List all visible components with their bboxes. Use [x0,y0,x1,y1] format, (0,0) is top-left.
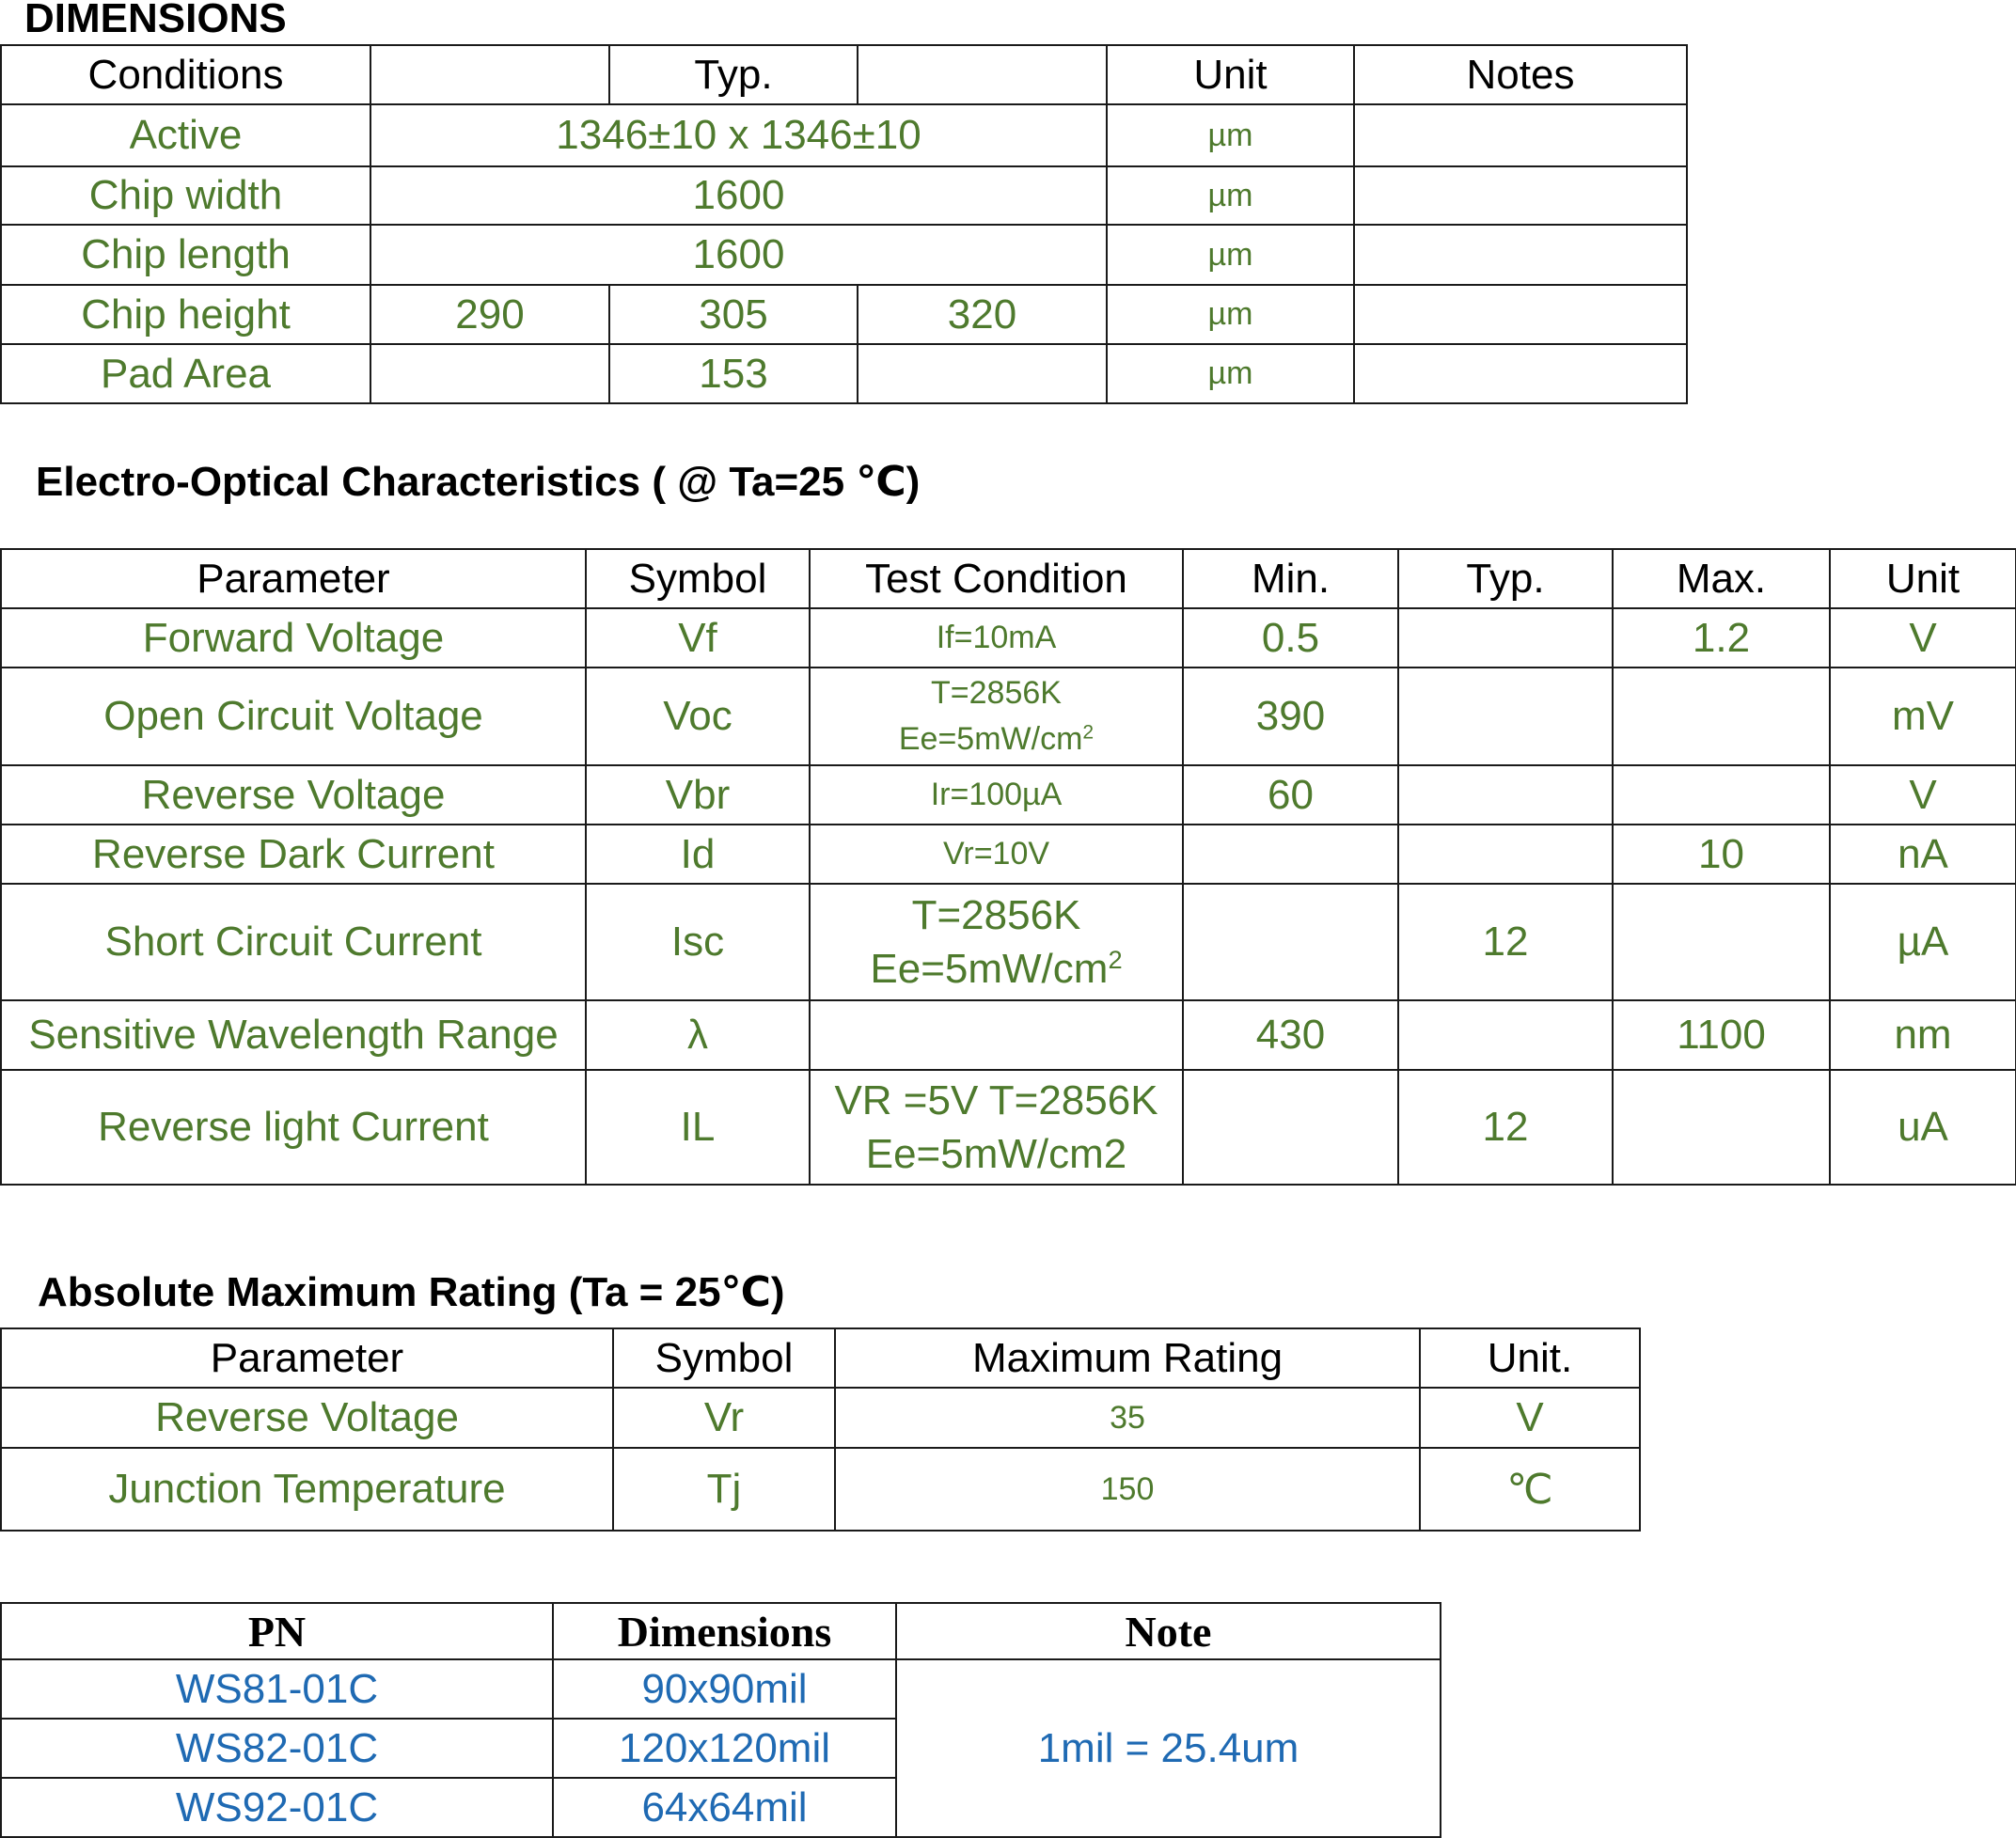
symbol-cell: λ [586,1000,810,1070]
symbol-cell: Voc [586,668,810,765]
table-row [1,225,1687,285]
symbol-cell: Id [586,825,810,884]
max-cell [858,344,1107,403]
parameter-cell: Reverse Dark Current [1,825,586,884]
parameter-cell: Open Circuit Voltage [1,668,586,765]
condition-cell: T=2856K $Ee=5mW/cm^2$ [810,668,1183,765]
header-test-condition: Test Condition [810,549,1183,608]
symbol-cell: IL [586,1070,810,1185]
condition-cell [810,1000,1183,1070]
typ-cell [1398,668,1613,765]
table-row [1,104,1687,166]
symbol-cell: Tj [613,1448,835,1531]
table-row [1,1659,1441,1719]
header-symbol: Symbol [586,549,810,608]
min-cell [370,344,609,403]
min-cell: 430 [1183,1000,1398,1070]
condition-cell: If=10mA [810,608,1183,668]
typ-cell [1398,765,1613,825]
unit-cell: µm [1107,104,1354,166]
notes-cell [1354,166,1687,225]
parameter-cell: Reverse Voltage [1,1388,613,1448]
typ-cell [1398,1000,1613,1070]
parameter-cell: Reverse Voltage [1,765,586,825]
parameter-cell: Short Circuit Current [1,884,586,1000]
notes-cell [1354,285,1687,344]
table-row [1,344,1687,403]
condition-cell: Ir=100µA [810,765,1183,825]
header-unit: Unit [1830,549,2016,608]
header-max: Max. [1613,549,1830,608]
parameter-cell: Reverse light Current [1,1070,586,1185]
condition-cell: Vr=10V [810,825,1183,884]
typ-cell: 12 [1398,1070,1613,1185]
header-parameter: Parameter [1,1328,613,1388]
row-label: Pad Area [1,344,370,403]
typ-cell: 305 [609,285,858,344]
dimensions-cell: 64x64mil [553,1778,896,1837]
table-row [1,765,2016,825]
table-row [1,1070,2016,1185]
min-cell: 290 [370,285,609,344]
max-cell: 320 [858,285,1107,344]
header-typ: Typ. [609,45,858,104]
header-blank-min [370,45,609,104]
header-symbol: Symbol [613,1328,835,1388]
min-cell [1183,1070,1398,1185]
symbol-cell: Vf [586,608,810,668]
header-min: Min. [1183,549,1398,608]
max-cell: 1.2 [1613,608,1830,668]
header-notes: Notes [1354,45,1687,104]
table-row [1,825,2016,884]
condition-cell: T=2856K $Ee=5mW/cm^2$ [810,884,1183,1000]
symbol-cell: Vbr [586,765,810,825]
unit-cell: V [1830,608,2016,668]
active-value: 1346±10 x 1346±10 [370,104,1107,166]
row-label: Active [1,104,370,166]
table-row [1,166,1687,225]
value-cell: 1600 [370,166,1107,225]
unit-cell: µm [1107,225,1354,285]
unit-cell: uA [1830,1070,2016,1185]
rating-cell: 150 [835,1448,1420,1531]
plus-minus-symbol: ± [852,112,875,158]
plus-minus-symbol: ± [648,112,671,158]
header-blank-max [858,45,1107,104]
unit-cell: µA [1830,884,2016,1000]
dimensions-cell: 90x90mil [553,1659,896,1719]
header-max-rating: Maximum Rating [835,1328,1420,1388]
unit-cell: µm [1107,344,1354,403]
pn-cell: WS82-01C [1,1719,553,1778]
value-cell: 1600 [370,225,1107,285]
row-label: Chip length [1,225,370,285]
header-pn: PN [1,1603,553,1659]
min-cell: 60 [1183,765,1398,825]
typ-cell: 12 [1398,884,1613,1000]
min-cell [1183,825,1398,884]
parameter-cell: Forward Voltage [1,608,586,668]
header-unit: Unit [1107,45,1354,104]
parameter-cell: Junction Temperature [1,1448,613,1531]
min-cell: 390 [1183,668,1398,765]
max-cell [1613,1070,1830,1185]
part-number-table [0,1602,1441,1838]
symbol-cell: Vr [613,1388,835,1448]
max-cell: 1100 [1613,1000,1830,1070]
unit-cell: mV [1830,668,2016,765]
header-parameter: Parameter [1,549,586,608]
row-label: Chip height [1,285,370,344]
dimensions-table [0,44,1688,404]
min-cell: 0.5 [1183,608,1398,668]
notes-cell [1354,225,1687,285]
header-dimensions: Dimensions [553,1603,896,1659]
max-cell [1613,765,1830,825]
table-row [1,285,1687,344]
table-row [1,1388,1640,1448]
unit-cell: ℃ [1420,1448,1640,1531]
symbol-cell: Isc [586,884,810,1000]
table-row [1,884,2016,1000]
row-label: Chip width [1,166,370,225]
note-cell: 1mil = 25.4um [896,1659,1441,1837]
table-row [1,608,2016,668]
notes-cell [1354,344,1687,403]
typ-cell [1398,608,1613,668]
pn-cell: WS92-01C [1,1778,553,1837]
absolute-max-table [0,1327,1641,1532]
unit-cell: nm [1830,1000,2016,1070]
header-conditions: Conditions [1,45,370,104]
parameter-cell: Sensitive Wavelength Range [1,1000,586,1070]
unit-cell: V [1420,1388,1640,1448]
pn-cell: WS81-01C [1,1659,553,1719]
dimensions-cell: 120x120mil [553,1719,896,1778]
condition-cell: VR =5V T=2856K Ee=5mW/cm2 [810,1070,1183,1185]
header-unit: Unit. [1420,1328,1640,1388]
max-cell: 10 [1613,825,1830,884]
table-row [1,668,2016,765]
max-cell [1613,884,1830,1000]
unit-cell: nA [1830,825,2016,884]
electro-optical-heading: Electro-Optical Characteristics ( @ Ta=25 ℃) [36,459,921,505]
typ-cell [1398,825,1613,884]
max-cell [1613,668,1830,765]
header-note: Note [896,1603,1441,1659]
rating-cell: 35 [835,1388,1420,1448]
unit-cell: V [1830,765,2016,825]
absolute-max-heading: Absolute Maximum Rating (Ta = 25℃) [38,1269,785,1315]
typ-cell: 153 [609,344,858,403]
unit-cell: µm [1107,166,1354,225]
electro-optical-table [0,548,2016,1186]
header-typ: Typ. [1398,549,1613,608]
notes-cell [1354,104,1687,166]
table-row [1,1448,1640,1531]
min-cell [1183,884,1398,1000]
dimensions-heading: DIMENSIONS [24,0,287,41]
unit-cell: µm [1107,285,1354,344]
table-row [1,1000,2016,1070]
